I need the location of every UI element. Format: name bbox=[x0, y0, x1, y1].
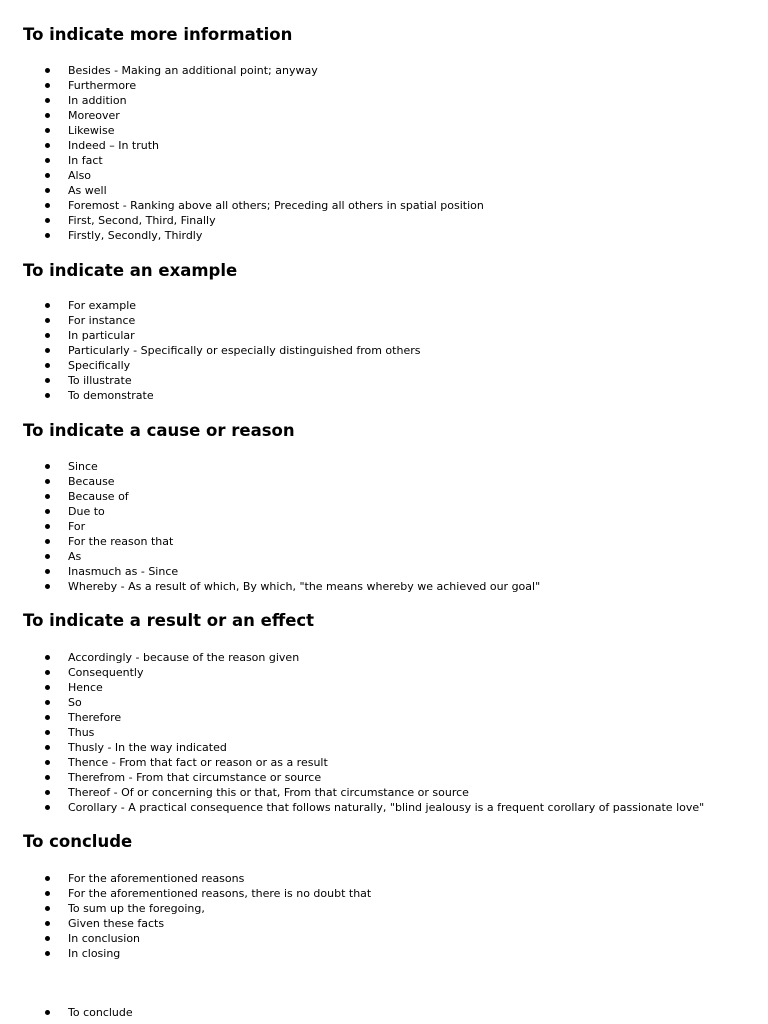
list-item: In particular bbox=[0, 328, 420, 343]
list-item: For bbox=[0, 519, 540, 534]
list-item: Therefore bbox=[0, 710, 704, 725]
list-item: Moreover bbox=[0, 108, 484, 123]
list-item: To conclude bbox=[0, 1005, 133, 1020]
list-item: Besides - Making an additional point; anyway bbox=[0, 63, 484, 78]
list-item: Given these facts bbox=[0, 916, 371, 931]
bullet-list-conclude bbox=[0, 871, 371, 961]
list-item: For example bbox=[0, 298, 420, 313]
list-item: For instance bbox=[0, 313, 420, 328]
list-item: Because of bbox=[0, 489, 540, 504]
list-item: For the reason that bbox=[0, 534, 540, 549]
bullet-list-result-effect bbox=[0, 650, 704, 815]
section-heading-more-information: To indicate more information bbox=[23, 25, 293, 44]
list-item: To demonstrate bbox=[0, 388, 420, 403]
bullet-list-example bbox=[0, 298, 420, 403]
list-item: As well bbox=[0, 183, 484, 198]
list-item: In conclusion bbox=[0, 931, 371, 946]
section-heading-result-effect: To indicate a result or an effect bbox=[23, 611, 315, 630]
list-item: Consequently bbox=[0, 665, 704, 680]
list-item: Thusly - In the way indicated bbox=[0, 740, 704, 755]
section-heading-example: To indicate an example bbox=[23, 261, 238, 280]
list-item: To illustrate bbox=[0, 373, 420, 388]
list-item: Furthermore bbox=[0, 78, 484, 93]
list-item: Foremost - Ranking above all others; Preceding all others in spatial position bbox=[0, 198, 484, 213]
list-item: Particularly - Specifically or especially distinguished from others bbox=[0, 343, 420, 358]
list-item: Due to bbox=[0, 504, 540, 519]
list-item: In addition bbox=[0, 93, 484, 108]
list-item: Inasmuch as - Since bbox=[0, 564, 540, 579]
list-item: Accordingly - because of the reason given bbox=[0, 650, 704, 665]
list-item: Since bbox=[0, 459, 540, 474]
list-item: Also bbox=[0, 168, 484, 183]
list-item: Likewise bbox=[0, 123, 484, 138]
list-item: First, Second, Third, Finally bbox=[0, 213, 484, 228]
list-item: Specifically bbox=[0, 358, 420, 373]
list-item: As bbox=[0, 549, 540, 564]
list-item: Therefrom - From that circumstance or source bbox=[0, 770, 704, 785]
bullet-list-trailing bbox=[0, 1005, 133, 1020]
list-item: Because bbox=[0, 474, 540, 489]
list-item: To sum up the foregoing, bbox=[0, 901, 371, 916]
list-item: Thence - From that fact or reason or as a result bbox=[0, 755, 704, 770]
list-item: Corollary - A practical consequence that follows naturally, "blind jealousy is a frequent corollary of passionate love" bbox=[0, 800, 704, 815]
list-item: In fact bbox=[0, 153, 484, 168]
list-item: Thus bbox=[0, 725, 704, 740]
list-item: Thereof - Of or concerning this or that, From that circumstance or source bbox=[0, 785, 704, 800]
list-item: For the aforementioned reasons, there is no doubt that bbox=[0, 886, 371, 901]
section-heading-cause-reason: To indicate a cause or reason bbox=[23, 421, 295, 440]
list-item: Firstly, Secondly, Thirdly bbox=[0, 228, 484, 243]
list-item: In closing bbox=[0, 946, 371, 961]
section-heading-conclude: To conclude bbox=[23, 832, 133, 851]
list-item: Hence bbox=[0, 680, 704, 695]
list-item: Indeed – In truth bbox=[0, 138, 484, 153]
bullet-list-more-information bbox=[0, 63, 484, 243]
list-item: For the aforementioned reasons bbox=[0, 871, 371, 886]
bullet-list-cause-reason bbox=[0, 459, 540, 594]
list-item: So bbox=[0, 695, 704, 710]
list-item: Whereby - As a result of which, By which, "the means whereby we achieved our goal" bbox=[0, 579, 540, 594]
